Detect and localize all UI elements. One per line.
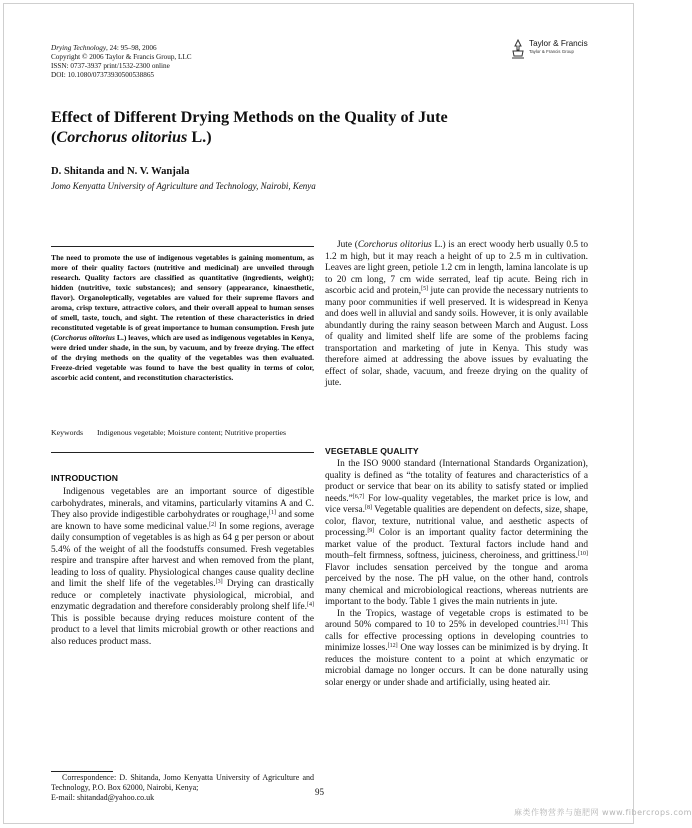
paper-title <box>51 107 571 147</box>
citation: [8] <box>365 505 373 511</box>
vq-text-b: For low-quality vegetables, the market price is low, and vice versa. <box>325 493 588 515</box>
intro-text-e: This is possible because drying reduces moisture content of the product to a level that limits microbial growth or other reactions and also reduces product mass. <box>51 613 314 647</box>
vq2-text-c: One way losses can be minimized is by drying. It reduces the moisture content to a point at which enzymatic or microbial damage no longer occurs. It can be done naturally using solar energy or under shade and artificially, using heated air. <box>325 643 588 688</box>
jute-description-paragraph <box>325 240 588 390</box>
citation: [9] <box>367 528 375 534</box>
correspondence-text: Correspondence: D. Shitanda, Jomo Kenyatta University of Agriculture and Technology, P.O. Box 62000, Nairobi, Kenya; <box>51 773 314 792</box>
vq-text-c: Vegetable qualities are dependent on defects, size, shape, color, flavor, texture, nutritional value, and aesthetic aspects of processing. <box>325 505 588 538</box>
keywords-label: Keywords <box>51 428 84 437</box>
publisher-name: Taylor & Francis <box>529 39 588 48</box>
title-species: Corchorus olitorius <box>56 128 188 146</box>
quality-paragraph-2 <box>325 609 588 690</box>
publisher-logo <box>510 39 590 63</box>
jute-text-a: Jute ( <box>337 240 358 250</box>
title-main: Effect of Different Drying Methods on the Quality of Jute <box>51 108 448 126</box>
jute-text-b: L.) is an erect woody herb usually 0.5 to 1.2 m high, but it may reach a height of up to 2.5 m in cultivation. Leaves are light green, petiole 1.2 cm in length, lamina lancolate is up to 20 cm long, 7 cm wide serrated, leaf tip acute. Being rich in ascorbic acid and protein, <box>325 240 589 296</box>
vq2-text-a: In the Tropics, wastage of vegetable crops is estimated to be around 50% compared to 10 to 25% in developed countries. <box>325 608 588 630</box>
footnote-rule <box>51 771 113 772</box>
keywords <box>51 428 314 438</box>
intro-text-c: In some regions, average daily consumption of vegetables is as high as 64 g per person or about 5.4% of the weight of all the foodstuffs consumed. Fresh vegetables respire and transpire after harvest and when removed from the plant, leading to loss of quality. Physiological changes cause quality decline and limit the shelf life of the vegetables. <box>51 521 314 589</box>
introduction-heading: INTRODUCTION <box>51 473 119 483</box>
jute-text-c: jute can provide the necessary nutrients to many poor communities if well preserved. It is widespread in Kenya and does well in alluvial and sandy soils. However, it is only available abundantly during the rainy season between March and August. Loss of quality and limited shelf life are some of the problems facing transportation and marketing of jute in Kenya. This study was therefore aimed at addressing the above issues by evaluating the effect of solar, shade, vacuum, and freeze drying on the quality of jute. <box>325 286 588 388</box>
journal-volume-pages: , 24: 95–98, 2006 <box>106 44 157 52</box>
quality-paragraph-1 <box>325 459 588 609</box>
citation: [2] <box>209 521 217 528</box>
issn-line: ISSN: 0737-3937 print/1532-2300 online <box>51 62 170 70</box>
vq2-text-b: This calls for effective processing options in developing countries to minimize losses. <box>325 620 588 653</box>
citation: [3] <box>215 579 223 585</box>
keywords-rule <box>51 452 314 453</box>
vq-text-a: In the ISO 9000 standard (International Standards Organization), quality is defined as “the totality of features and characteristics of a product or service that bear on its ability to satisfy stated or implied needs.” <box>325 459 588 504</box>
vq-text-d: Color is an important quality factor determining the market value of the product. Textural factors include hand and mouth–felt firmness, softness, juiciness, cheroiness, and grittiness. <box>325 528 588 561</box>
keywords-text: Indigenous vegetable; Moisture content; Nutritive properties <box>97 428 287 437</box>
abstract-top-rule <box>51 246 314 247</box>
abstract-part-1: The need to promote the use of indigenous vegetables is gaining momentum, as more of their quality factors (nutritive and medicinal) are unveiled through research. Quality factors are classified as quantitative (ingredients, weight); hidden (nutritive, toxic substances); and sensory (appearance, kinaesthetic, flavor). Organoleptically, vegetables are valued for their supreme flavors and aroma, crisp texture, attractive colors, and their overall appeal to human senses of smell, taste, touch, and sight. The retention of these characteristics in dried reconstituted vegetable is of great importance to human consumption. Fresh jute ( <box>51 253 314 342</box>
jute-species: Corchorus olitorius <box>357 240 432 250</box>
citation: [5] <box>421 286 429 292</box>
publisher-subtitle: Taylor & Francis Group <box>529 49 574 54</box>
title-paren-open: ( <box>51 128 57 146</box>
right-column-intro <box>325 240 588 390</box>
intro-text-b: and some are known to have some medicinal value. <box>51 510 314 532</box>
abstract <box>51 253 314 383</box>
doi-line: DOI: 10.1080/07373930500538865 <box>51 71 155 79</box>
journal-info <box>51 44 351 80</box>
copyright-line: Copyright © 2006 Taylor & Francis Group, LLC <box>51 53 192 61</box>
abstract-species: Corchorus olitorius <box>53 333 115 342</box>
citation: [10] <box>578 551 588 557</box>
vq-text-e: Flavor includes sensation perceived by the tongue and aroma perceived by the nose. The pH value, on the other hand, controls many chemical and microbiological reactions, whereas nutrients are important to the body. Table 1 gives the main nutrients in jute. <box>325 562 588 607</box>
page-number: 95 <box>315 787 324 797</box>
journal-name: Drying Technology <box>51 44 107 52</box>
abstract-part-2: L.) leaves, which are used as indigenous vegetables in Kenya, were dried under shade, in the sun, by vacuum, and by freeze drying. The effect of the drying methods on the quality of the vegetables was then evaluated. Freeze-dried vegetable was found to have the best quality in terms of color, ascorbic acid content, and reconstitution characteristics. <box>51 333 314 382</box>
introduction-body <box>51 487 314 648</box>
intro-text-a: Indigenous vegetables are an important source of digestible carbohydrates, minerals, and vitamins, particularly vitamins A and C. They also provide indigestible carbohydrates or roughage, <box>51 487 314 520</box>
journal-citation <box>51 44 351 53</box>
citation: [11] <box>558 620 569 626</box>
title-paren-close: L.) <box>187 128 212 146</box>
citation: [12] <box>387 643 398 649</box>
site-watermark: 麻类作物营养与施肥网 www.fibercrops.com <box>514 808 692 817</box>
citation: [1] <box>269 510 276 516</box>
citation: [6,7] <box>352 493 365 500</box>
vegetable-quality-heading: VEGETABLE QUALITY <box>325 446 419 456</box>
affiliation: Jomo Kenyatta University of Agriculture and Technology, Nairobi, Kenya <box>51 181 316 191</box>
citation: [4] <box>307 602 314 608</box>
publisher-logo-icon <box>510 39 526 59</box>
correspondence-email: E-mail: shitandad@yahoo.co.uk <box>51 793 155 802</box>
authors: D. Shitanda and N. V. Wanjala <box>51 166 190 177</box>
introduction-paragraph <box>51 487 314 648</box>
vegetable-quality-body <box>325 459 588 689</box>
intro-text-d: Drying can drastically reduce or completely inactivate physiological, microbial, and enzymatic degradation and therefore considerably prolong shelf life. <box>51 579 314 612</box>
